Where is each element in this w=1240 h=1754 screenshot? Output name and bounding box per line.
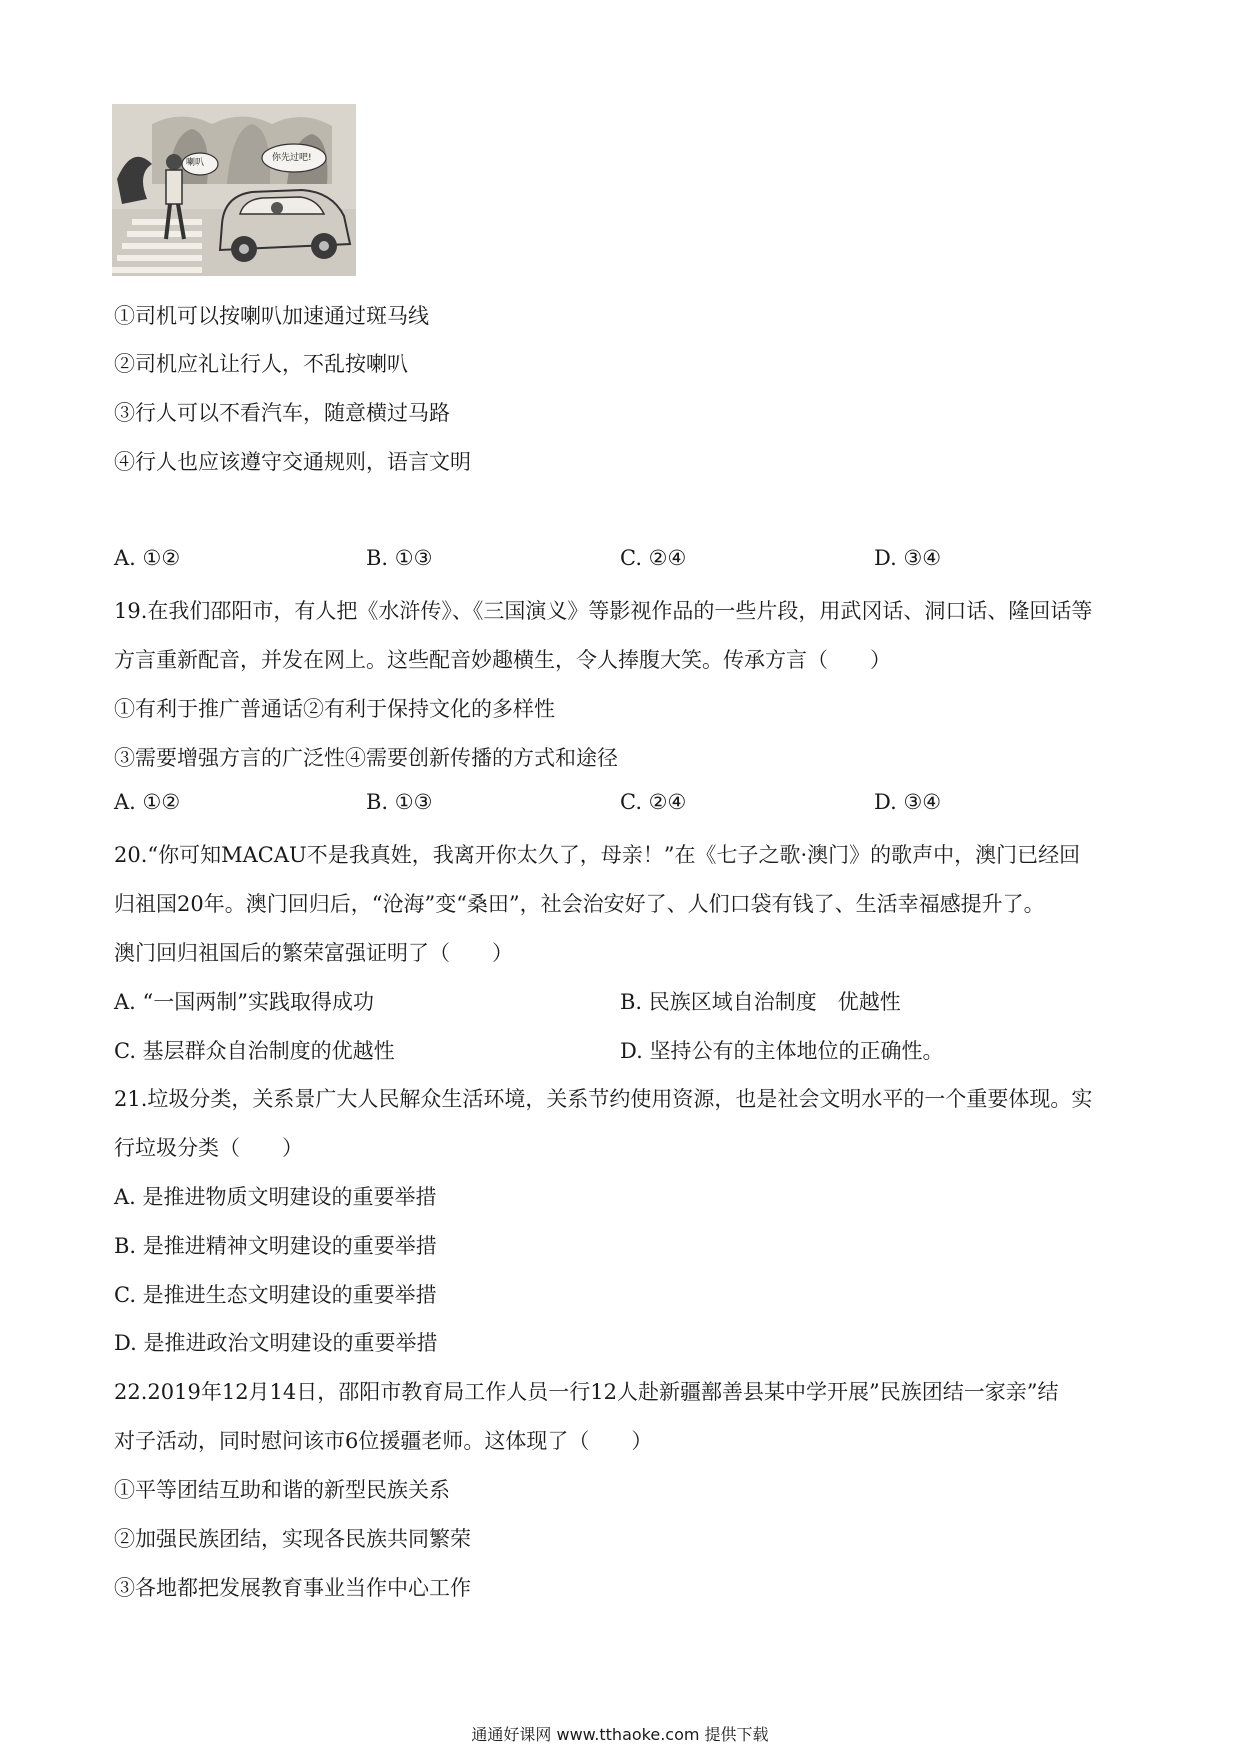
q19-statement-2: ③需要增强方言的广泛性④需要创新传播的方式和途径 bbox=[114, 746, 618, 770]
q22-statement-2: ②加强民族团结，实现各民族共同繁荣 bbox=[114, 1527, 471, 1551]
q21-stem-line-1: 21.垃圾分类，关系景广大人民解众生活环境，关系节约使用资源，也是社会文明水平的一个重要体现。实 bbox=[114, 1087, 1093, 1111]
traffic-illustration bbox=[112, 104, 356, 276]
q22-statement-3: ③各地都把发展教育事业当作中心工作 bbox=[114, 1576, 471, 1600]
q18-option-b: B. ①③ bbox=[366, 546, 433, 570]
q20-option-d: D. 坚持公有的主体地位的正确性。 bbox=[620, 1039, 944, 1063]
q18-option-d: D. ③④ bbox=[874, 546, 942, 570]
q18-statement-2: ②司机应礼让行人，不乱按喇叭 bbox=[114, 352, 408, 376]
q20-stem-line-2: 归祖国20年。澳门回归后，“沧海”变“桑田”，社会治安好了、人们口袋有钱了、生活幸福感提升了。 bbox=[114, 892, 1045, 916]
q19-option-b: B. ①③ bbox=[366, 790, 433, 814]
q19-stem-line-2: 方言重新配音，并发在网上。这些配音妙趣横生，令人捧腹大笑。传承方言（ ） bbox=[114, 648, 891, 672]
q20-stem-line-1: 20.“你可知MACAU不是我真姓，我离开你太久了，母亲！”在《七子之歌·澳门》的歌声中，澳门已经回 bbox=[114, 843, 1081, 867]
bubble-driver-text: 你先过吧! bbox=[272, 153, 312, 163]
q22-stem-line-1: 22.2019年12月14日，邵阳市教育局工作人员一行12人赴新疆鄯善县某中学开展”民族团结一家亲”结 bbox=[114, 1380, 1059, 1404]
q22-stem-line-2: 对子活动，同时慰问该市6位援疆老师。这体现了（ ） bbox=[114, 1429, 653, 1453]
q21-option-d: D. 是推进政治文明建设的重要举措 bbox=[114, 1331, 438, 1355]
q21-option-b: B. 是推进精神文明建设的重要举措 bbox=[114, 1234, 437, 1258]
bubble-pedestrian-text: 喇叭 bbox=[186, 158, 205, 168]
q22-statement-1: ①平等团结互助和谐的新型民族关系 bbox=[114, 1478, 450, 1502]
q19-option-d: D. ③④ bbox=[874, 790, 942, 814]
q19-option-a: A. ①② bbox=[114, 790, 181, 814]
q18-option-c: C. ②④ bbox=[620, 546, 687, 570]
q18-statement-1: ①司机可以按喇叭加速通过斑马线 bbox=[114, 304, 429, 328]
q21-stem-line-2: 行垃圾分类（ ） bbox=[114, 1136, 303, 1160]
q20-stem-line-3: 澳门回归祖国后的繁荣富强证明了（ ） bbox=[114, 941, 513, 965]
q18-statement-4: ④行人也应该遵守交通规则，语言文明 bbox=[114, 450, 471, 474]
q20-option-c: C. 基层群众自治制度的优越性 bbox=[114, 1039, 395, 1063]
q18-option-a: A. ①② bbox=[114, 546, 181, 570]
page-footer: 通通好课网 www.tthaoke.com 提供下载 bbox=[471, 1725, 769, 1744]
q18-statement-3: ③行人可以不看汽车，随意横过马路 bbox=[114, 401, 450, 425]
q19-stem-line-1: 19.在我们邵阳市，有人把《水浒传》、《三国演义》等影视作品的一些片段，用武冈话、洞口话、隆回话等 bbox=[114, 599, 1093, 623]
q21-option-a: A. 是推进物质文明建设的重要举措 bbox=[114, 1185, 437, 1209]
q20-option-a: A. “一国两制”实践取得成功 bbox=[114, 990, 374, 1014]
q19-option-c: C. ②④ bbox=[620, 790, 687, 814]
q20-option-b: B. 民族区域自治制度 优越性 bbox=[620, 990, 901, 1014]
q21-option-c: C. 是推进生态文明建设的重要举措 bbox=[114, 1283, 437, 1307]
q19-statement-1: ①有利于推广普通话②有利于保持文化的多样性 bbox=[114, 697, 555, 721]
